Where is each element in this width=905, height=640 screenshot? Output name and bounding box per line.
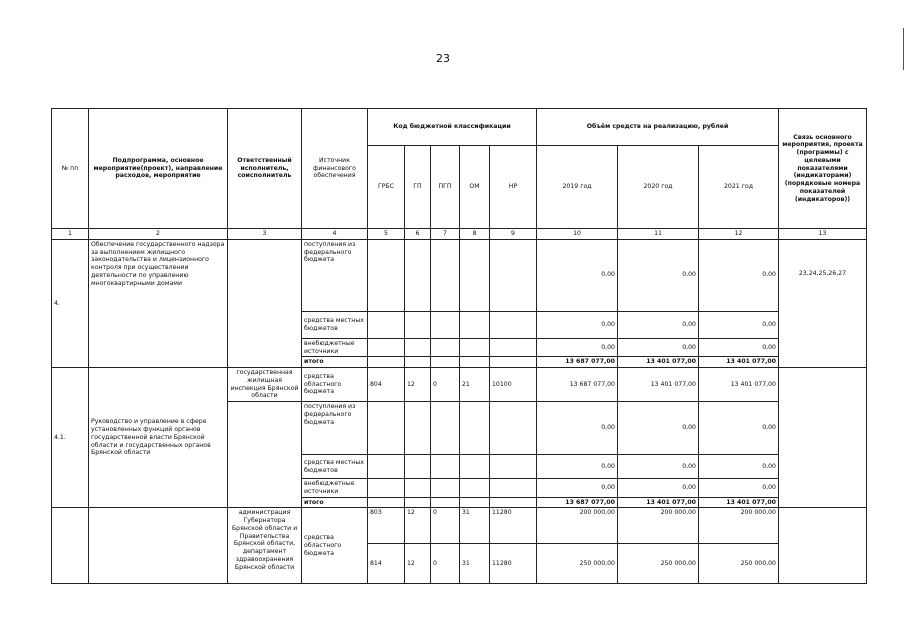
amount-2020: 13 401 077,00 xyxy=(618,368,699,402)
funding-source: средства местных бюджетов xyxy=(302,311,368,338)
total-2019: 13 687 077,00 xyxy=(537,497,618,508)
row-number: 4. xyxy=(52,239,89,367)
funding-source: средства местных бюджетов xyxy=(302,455,368,479)
total-2020: 13 401 077,00 xyxy=(618,357,699,368)
page-number: 23 xyxy=(436,52,450,65)
amount-2020: 0,00 xyxy=(618,402,699,455)
column-number: 8 xyxy=(460,229,490,240)
amount-2019: 0,00 xyxy=(537,402,618,455)
total-label: итого xyxy=(302,497,368,508)
responsible-cell: администрация Губернатора Брянской области и Правительства Брянской области, департамент здравоохранения Брянской области xyxy=(228,508,302,584)
funding-source: поступления из федерального бюджета xyxy=(302,402,368,455)
nr-code: 11280 xyxy=(490,544,537,584)
table-row xyxy=(52,508,867,544)
column-number: 5 xyxy=(368,229,405,240)
amount-2020: 0,00 xyxy=(618,338,699,357)
amount-2021: 200 000,00 xyxy=(699,508,779,544)
column-number: 12 xyxy=(699,229,779,240)
amount-2021: 0,00 xyxy=(699,239,779,311)
funding-source: средства областного бюджета xyxy=(302,368,368,402)
header-amount: Объём средств на реализацию, рублей xyxy=(537,109,779,146)
column-number: 6 xyxy=(405,229,431,240)
row-number: 4.1. xyxy=(52,368,89,508)
amount-2020: 0,00 xyxy=(618,479,699,498)
amount-2019: 250 000,00 xyxy=(537,544,618,584)
column-number: 10 xyxy=(537,229,618,240)
gp-code: 12 xyxy=(405,544,431,584)
gp-code: 12 xyxy=(405,508,431,544)
amount-2019: 13 687 077,00 xyxy=(537,368,618,402)
funding-source: средства областного бюджета xyxy=(302,508,368,584)
nr-code: 11280 xyxy=(490,508,537,544)
total-2021: 13 401 077,00 xyxy=(699,357,779,368)
header-pgp: ПГП xyxy=(431,146,460,229)
amount-2019: 200 000,00 xyxy=(537,508,618,544)
amount-2020: 0,00 xyxy=(618,455,699,479)
column-number: 9 xyxy=(490,229,537,240)
grbs-code: 803 xyxy=(368,508,405,544)
header-budget-code: Код бюджетной классификации xyxy=(368,109,537,146)
header-year-2021: 2021 год xyxy=(699,146,779,229)
amount-2021: 0,00 xyxy=(699,479,779,498)
column-number: 3 xyxy=(228,229,302,240)
amount-2019: 0,00 xyxy=(537,239,618,311)
header-program: Подпрограмма, основное мероприятие(проект), направление расходов, мероприятие xyxy=(89,109,228,229)
header-grbs: ГРБС xyxy=(368,146,405,229)
amount-2019: 0,00 xyxy=(537,455,618,479)
total-2021: 13 401 077,00 xyxy=(699,497,779,508)
responsible-cell xyxy=(228,402,302,508)
activity-name xyxy=(89,508,228,584)
page-edge-mark xyxy=(903,28,904,70)
amount-2020: 200 000,00 xyxy=(618,508,699,544)
header-nr: НР xyxy=(490,146,537,229)
amount-2021: 13 401 077,00 xyxy=(699,368,779,402)
header-om: ОМ xyxy=(460,146,490,229)
header-indicator-link: Связь основного мероприятия, проекта (программы) с целевыми показателями (индикаторами) (порядковые номера показателей (индикаторов)) xyxy=(779,109,867,229)
row-number xyxy=(52,508,89,584)
nr-code: 10100 xyxy=(490,368,537,402)
funding-source: внебюджетные источники xyxy=(302,338,368,357)
table-row xyxy=(52,239,867,311)
indicator-links xyxy=(779,508,867,584)
amount-2021: 0,00 xyxy=(699,455,779,479)
total-label: итого xyxy=(302,357,368,368)
om-code: 21 xyxy=(460,368,490,402)
om-code: 31 xyxy=(460,508,490,544)
funding-source: поступления из федерального бюджета xyxy=(302,239,368,311)
activity-name: Обеспечение государственного надзора за выполнением жилищного законодательства и лицензионного контроля при осуществлении деятельности по управлению многоквартирными домами xyxy=(89,239,228,367)
total-2020: 13 401 077,00 xyxy=(618,497,699,508)
activity-name: Руководство и управление в сфере установленных функций органов государственной власти Брянской области и государственных органов Брянской области xyxy=(89,368,228,508)
amount-2021: 0,00 xyxy=(699,338,779,357)
amount-2019: 0,00 xyxy=(537,479,618,498)
amount-2021: 0,00 xyxy=(699,402,779,455)
header-year-2020: 2020 год xyxy=(618,146,699,229)
amount-2021: 250 000,00 xyxy=(699,544,779,584)
grbs-code: 814 xyxy=(368,544,405,584)
header-source: Источник финансового обеспечения xyxy=(302,109,368,229)
total-2019: 13 687 077,00 xyxy=(537,357,618,368)
amount-2020: 0,00 xyxy=(618,311,699,338)
indicator-links xyxy=(779,368,867,508)
amount-2021: 0,00 xyxy=(699,311,779,338)
amount-2020: 0,00 xyxy=(618,239,699,311)
budget-table xyxy=(51,108,867,584)
pgp-code: 0 xyxy=(431,368,460,402)
header-gp: ГП xyxy=(405,146,431,229)
pgp-code: 0 xyxy=(431,508,460,544)
indicator-links: 23,24,25,26,27 xyxy=(779,239,867,367)
table-row xyxy=(52,368,867,402)
gp-code: 12 xyxy=(405,368,431,402)
amount-2019: 0,00 xyxy=(537,311,618,338)
column-number: 11 xyxy=(618,229,699,240)
funding-source: внебюджетные источники xyxy=(302,479,368,498)
column-number: 13 xyxy=(779,229,867,240)
column-number: 1 xyxy=(52,229,89,240)
amount-2020: 250 000,00 xyxy=(618,544,699,584)
om-code: 31 xyxy=(460,544,490,584)
responsible-cell: государственная жилищная инспекция Брянской области xyxy=(228,368,302,402)
column-number: 2 xyxy=(89,229,228,240)
header-year-2019: 2019 год xyxy=(537,146,618,229)
grbs-code: 804 xyxy=(368,368,405,402)
header-responsible: Ответственный исполнитель, соисполнитель xyxy=(228,109,302,229)
header-num: № пп xyxy=(52,109,89,229)
amount-2019: 0,00 xyxy=(537,338,618,357)
pgp-code: 0 xyxy=(431,544,460,584)
column-number: 4 xyxy=(302,229,368,240)
responsible-cell xyxy=(228,239,302,367)
column-number: 7 xyxy=(431,229,460,240)
